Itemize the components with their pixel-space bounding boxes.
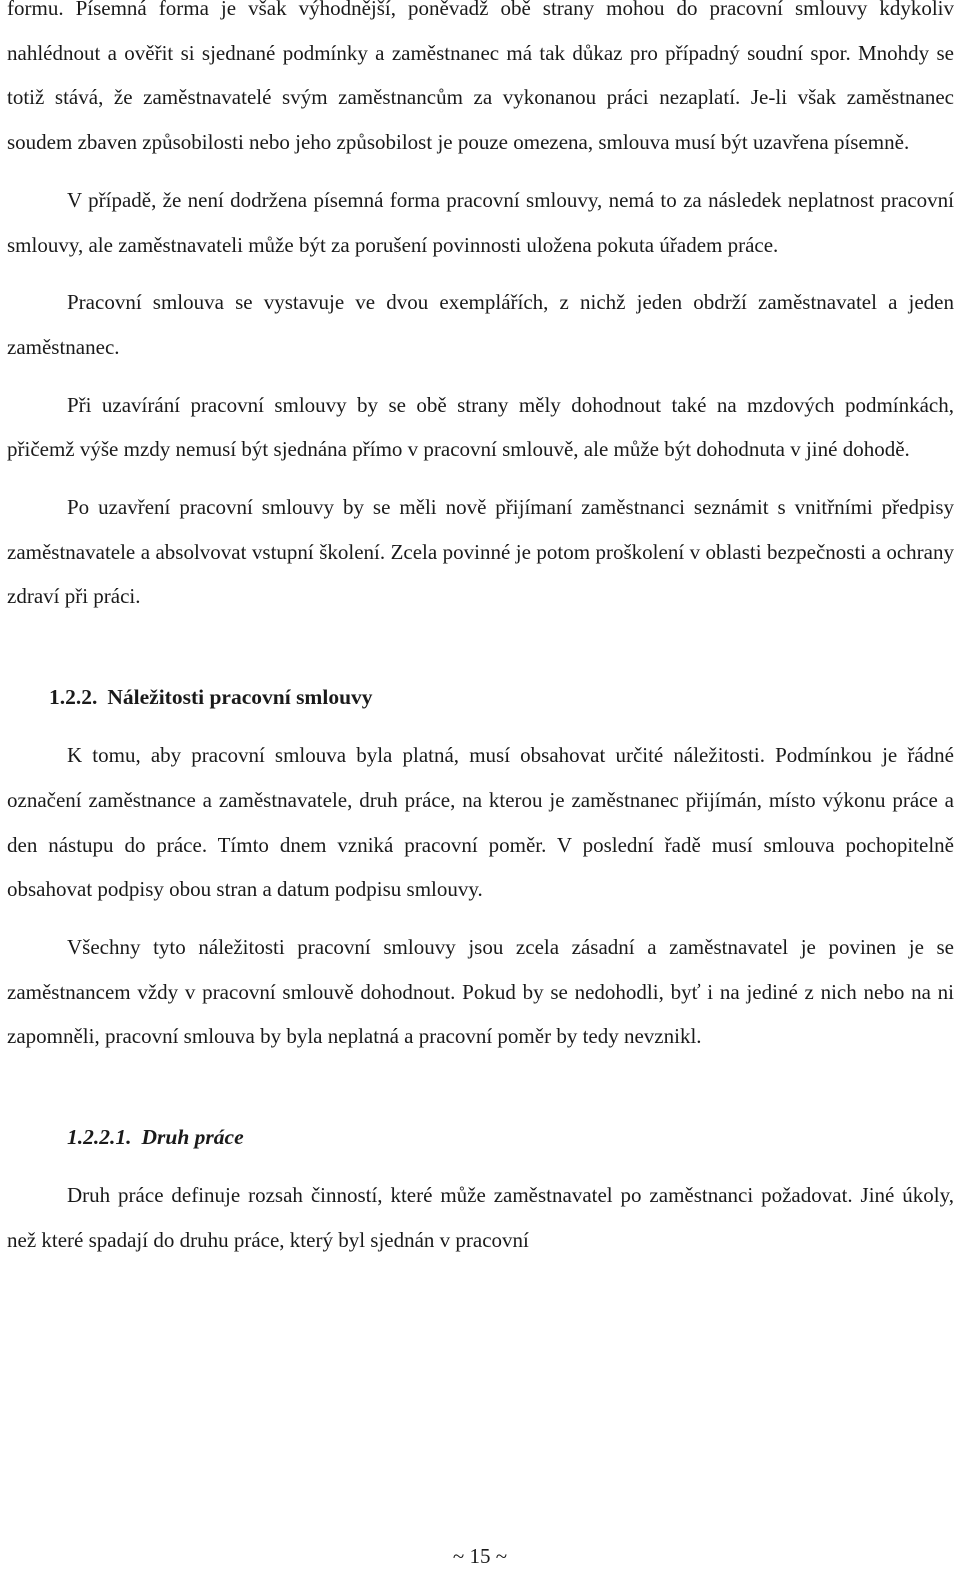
- paragraph-form-violation: V případě, že není dodržena písemná forma pracovní smlouvy, nemá to za následek neplatnost pracovní smlouvy, ale zaměstnavateli může být za porušení povinnosti uložena pokuta úřadem práce.: [7, 187, 954, 257]
- paragraph-training: Po uzavření pracovní smlouvy by se měli nově přijímaní zaměstnanci seznámit s vnitřními předpisy zaměstnavatele a absolvovat vstupní školení. Zcela povinné je potom proškolení v oblasti bezpečnosti a ochrany zdraví při práci.: [7, 495, 954, 609]
- paragraph-type-of-work: Druh práce definuje rozsah činností, které může zaměstnavatel po zaměstnanci požadovat. Jiné úkoly, než které spadají do druhu práce, který byl sjednán v pracovní: [7, 1183, 954, 1252]
- page-number: ~ 15 ~: [452, 1544, 508, 1568]
- subsection-heading: [7, 1122, 954, 1152]
- paragraph-requirements: K tomu, aby pracovní smlouva byla platná, musí obsahovat určité náležitosti. Podmínkou je řádné označení zaměstnance a zaměstnavatele, druh práce, na kterou je zaměstnanec přijímán, místo výkonu práce a den nástupu do práce. Tímto dnem vzniká pracovní poměr. V poslední řadě musí smlouva pochopitelně obsahovat podpisy obou stran a datum podpisu smlouvy.: [7, 743, 954, 902]
- subsection-number: 1.2.2.1.: [67, 1125, 132, 1150]
- section-heading: [7, 682, 954, 712]
- subsection-title: Druh práce: [141, 1125, 244, 1150]
- paragraph-wage-terms: Při uzavírání pracovní smlouvy by se obě strany měly dohodnout také na mzdových podmínkách, přičemž výše mzdy nemusí být sjednána přímo v pracovní smlouvě, ale může být dohodnuta v jiné dohodě.: [7, 392, 954, 462]
- section-title: Náležitosti pracovní smlouvy: [107, 685, 373, 710]
- section-number: 1.2.2.: [49, 685, 98, 710]
- document-page: [7, 0, 954, 1262]
- paragraph-written-form: formu. Písemná forma je však výhodnější, poněvadž obě strany mohou do pracovní smlouvy kdykoliv nahlédnout a ověřit si sjednané podmínky a zaměstnanec má tak důkaz pro případný soudní spor. Mnohdy se totiž stává, že zaměstnavatelé svým zaměstnancům za vykonanou práci nezaplatí. Je-li však zaměstnanec soudem zbaven způsobilosti nebo jeho způsobilost je pouze omezena, smlouva musí být uzavřena písemně.: [7, 0, 954, 155]
- paragraph-copies: Pracovní smlouva se vystavuje ve dvou exemplářích, z nichž jeden obdrží zaměstnavatel a jeden zaměstnanec.: [7, 290, 954, 359]
- paragraph-requirements-essential: Všechny tyto náležitosti pracovní smlouvy jsou zcela zásadní a zaměstnavatel je povinen je se zaměstnancem vždy v pracovní smlouvě dohodnout. Pokud by se nedohodli, byť i na jediné z nich nebo na ni zapomněli, pracovní smlouva by byla neplatná a pracovní poměr by tedy nevznikl.: [7, 934, 954, 1049]
